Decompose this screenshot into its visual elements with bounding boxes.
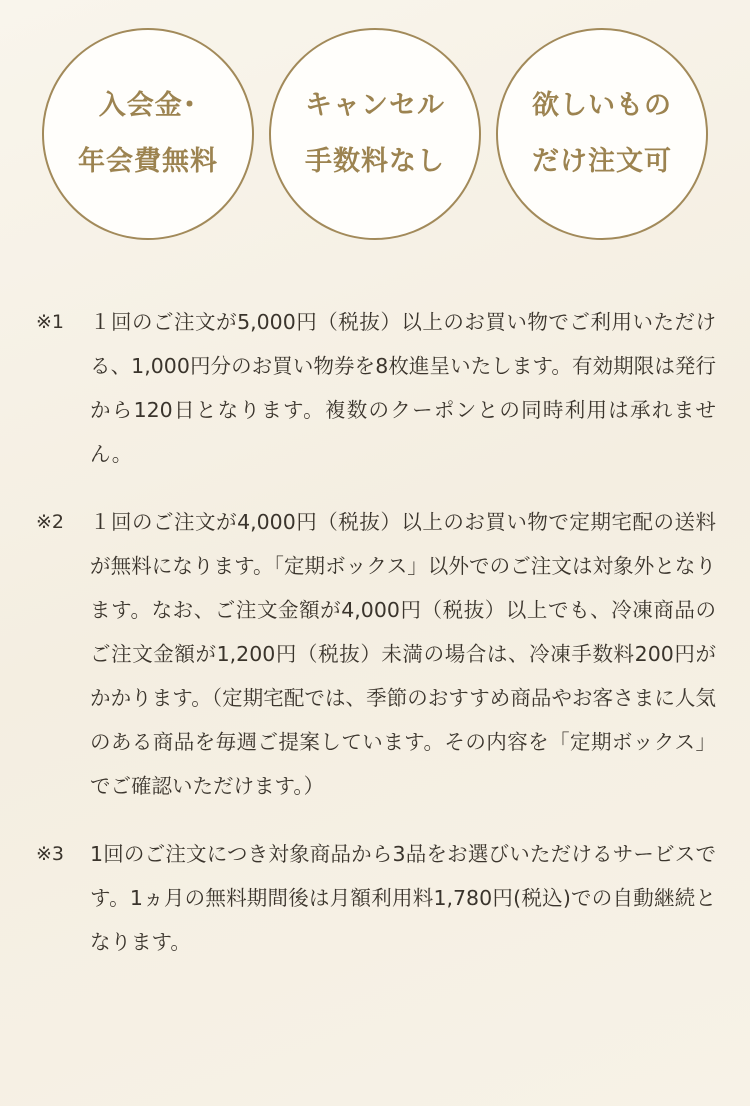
footnote-3	[36, 832, 716, 964]
footnote-1	[36, 300, 716, 476]
badge-line: キャンセル	[305, 90, 445, 121]
feature-badges	[0, 0, 750, 260]
footnote-mark: ※1	[36, 311, 65, 333]
badge-line: 手数料なし	[305, 146, 445, 177]
badge-order-what-you-want	[496, 28, 708, 240]
badge-no-fees	[42, 28, 254, 240]
footnote-2	[36, 500, 716, 808]
footnote-mark: ※2	[36, 511, 65, 533]
badge-line: 年会費無料	[78, 146, 218, 177]
footnote-text: 1回のご注文につき対象商品から3品をお選びいただけるサービスです。1ヵ月の無料期間後は月額利用料1,780円(税込)での自動継続となります。	[90, 842, 716, 954]
footnotes	[36, 300, 716, 988]
footnote-mark: ※3	[36, 843, 65, 865]
footnote-text: １回のご注文が5,000円（税抜）以上のお買い物でご利用いただける、1,000円分のお買い物券を8枚進呈いたします。有効期限は発行から120日となります。複数のクーポンとの同時利用は承れません。	[90, 310, 716, 466]
badge-line: だけ注文可	[532, 146, 672, 177]
footnote-text: １回のご注文が4,000円（税抜）以上のお買い物で定期宅配の送料が無料になります。「定期ボックス」以外でのご注文は対象外となります。なお、ご注文金額が4,000円（税抜）以上でも、冷凍商品のご注文金額が1,200円（税抜）未満の場合は、冷凍手数料200円がかかります。（定期宅配では、季節のおすすめ商品やお客さまに人気のある商品を毎週ご提案しています。その内容を「定期ボックス」でご確認いただけます。）	[90, 510, 716, 798]
badge-line: 欲しいもの	[532, 90, 672, 121]
badge-line: 入会金･	[98, 90, 198, 121]
badge-no-cancel-fee	[269, 28, 481, 240]
